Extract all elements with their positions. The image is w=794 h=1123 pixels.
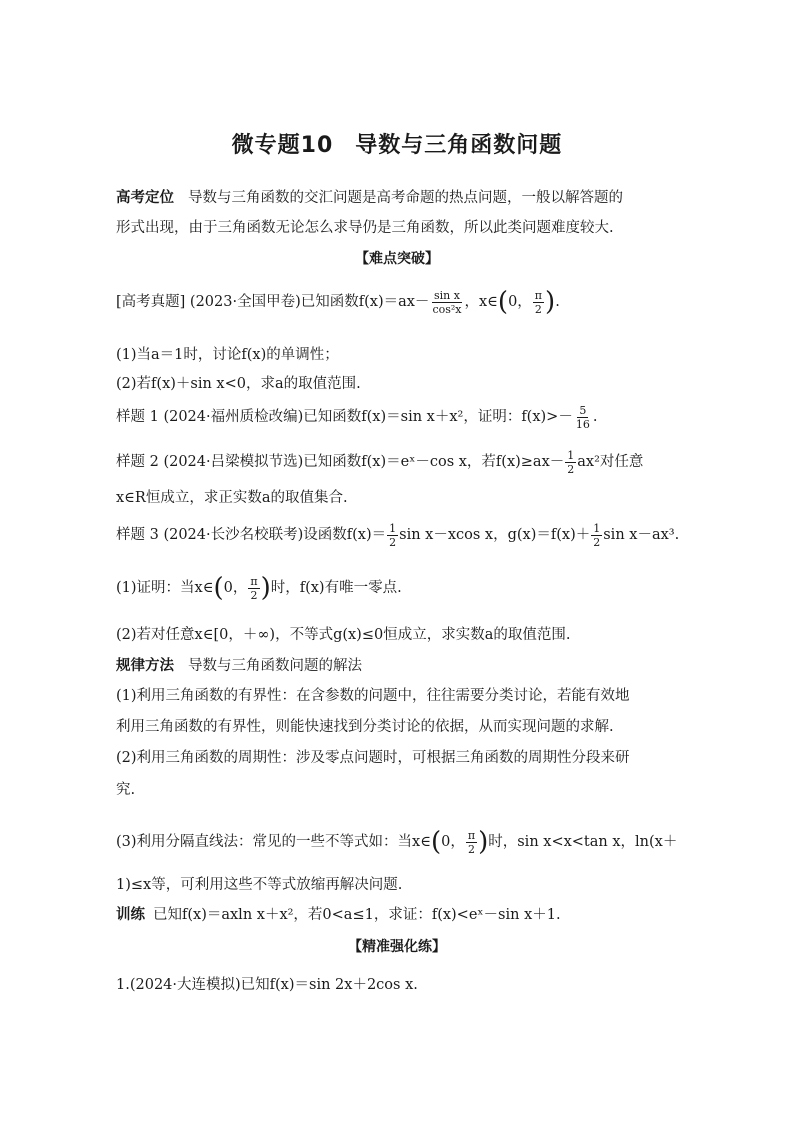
exam-part-2: (2)若f(x)＋sin x<0，求a的取值范围.	[116, 376, 361, 392]
method-point-1: (1)利用三角函数的有界性：在含参数的问题中，往往需要分类讨论，若能有效地	[116, 688, 630, 704]
section-heading-practice: 【精准强化练】	[348, 939, 446, 955]
fraction: $\frac{\pi}{2}$	[250, 574, 258, 602]
page-title: 微专题10 导数与三角函数问题	[231, 133, 563, 158]
sample-2-line-2: x∈R恒成立，求正实数a的取值集合.	[116, 490, 348, 506]
method-heading: 规律方法 导数与三角函数问题的解法	[116, 658, 362, 674]
fraction: $\frac{5}{16}$	[575, 403, 590, 431]
practice-question-1: 1.(2024·大连模拟)已知f(x)＝sin 2x＋2cos x.	[116, 977, 418, 993]
intro-line-1: 高考定位 导数与三角函数的交汇问题是高考命题的热点问题，一般以解答题的	[116, 190, 623, 206]
exam-question: [高考真题] (2023·全国甲卷)已知函数f(x)＝ax－ $\frac{\text{sin x}}{\text{cos²x}}$ ，x∈(0， $\frac{\pi}{2}$ ).	[116, 287, 560, 317]
method-point-3-cont: 1)≤x等，可利用这些不等式放缩再解决问题.	[116, 877, 403, 893]
fraction: $\frac{1}{2}$	[593, 521, 601, 549]
method-point-1-cont: 利用三角函数的有界性，则能快速找到分类讨论的依据，从而实现问题的求解.	[116, 719, 614, 735]
training: 训练 已知f(x)＝axln x＋x²，若0<a≤1，求证：f(x)<eˣ－sin x＋1.	[116, 907, 561, 923]
method-point-2: (2)利用三角函数的周期性：涉及零点问题时，可根据三角函数的周期性分段来研	[116, 750, 630, 766]
section-heading-difficulty: 【难点突破】	[355, 251, 439, 267]
sample-2: 样题 2 (2024·吕梁模拟节选)已知函数f(x)＝eˣ－cos x，若f(x)≥ax－ $\frac{1}{2}$ ax²对任意	[116, 448, 644, 476]
fraction: $\frac{1}{2}$	[389, 521, 397, 549]
sample-3-part-1: (1)证明：当x∈(0， $\frac{\pi}{2}$ )时，f(x)有唯一零点.	[116, 573, 402, 603]
intro-line-2: 形式出现，由于三角函数无论怎么求导仍是三角函数，所以此类问题难度较大.	[116, 220, 614, 236]
method-point-3: (3)利用分隔直线法：常见的一些不等式如：当x∈(0， $\frac{\pi}{2}$ )时，sin x<x<tan x，ln(x＋	[116, 827, 678, 857]
exam-part-1: (1)当a＝1时，讨论f(x)的单调性；	[116, 347, 339, 363]
sample-1: 样题 1 (2024·福州质检改编)已知函数f(x)＝sin x＋x²，证明：f(x)>－ $\frac{5}{16}$ .	[116, 403, 598, 431]
fraction: $\frac{\pi}{2}$	[467, 828, 476, 856]
method-point-2-cont: 究.	[116, 782, 136, 798]
sample-3: 样题 3 (2024·长沙名校联考)设函数f(x)＝ $\frac{1}{2}$ sin x－xcos x，g(x)＝f(x)＋ $\frac{1}{2}$ sin x－ax³.	[116, 521, 680, 549]
fraction: $\frac{1}{2}$	[567, 448, 575, 476]
fraction: $\frac{\pi}{2}$	[534, 288, 543, 316]
sample-3-part-2: (2)若对任意x∈[0，＋∞)，不等式g(x)≤0恒成立，求实数a的取值范围.	[116, 627, 571, 643]
fraction: $\frac{\text{sin x}}{\text{cos²x}}$	[432, 288, 462, 316]
